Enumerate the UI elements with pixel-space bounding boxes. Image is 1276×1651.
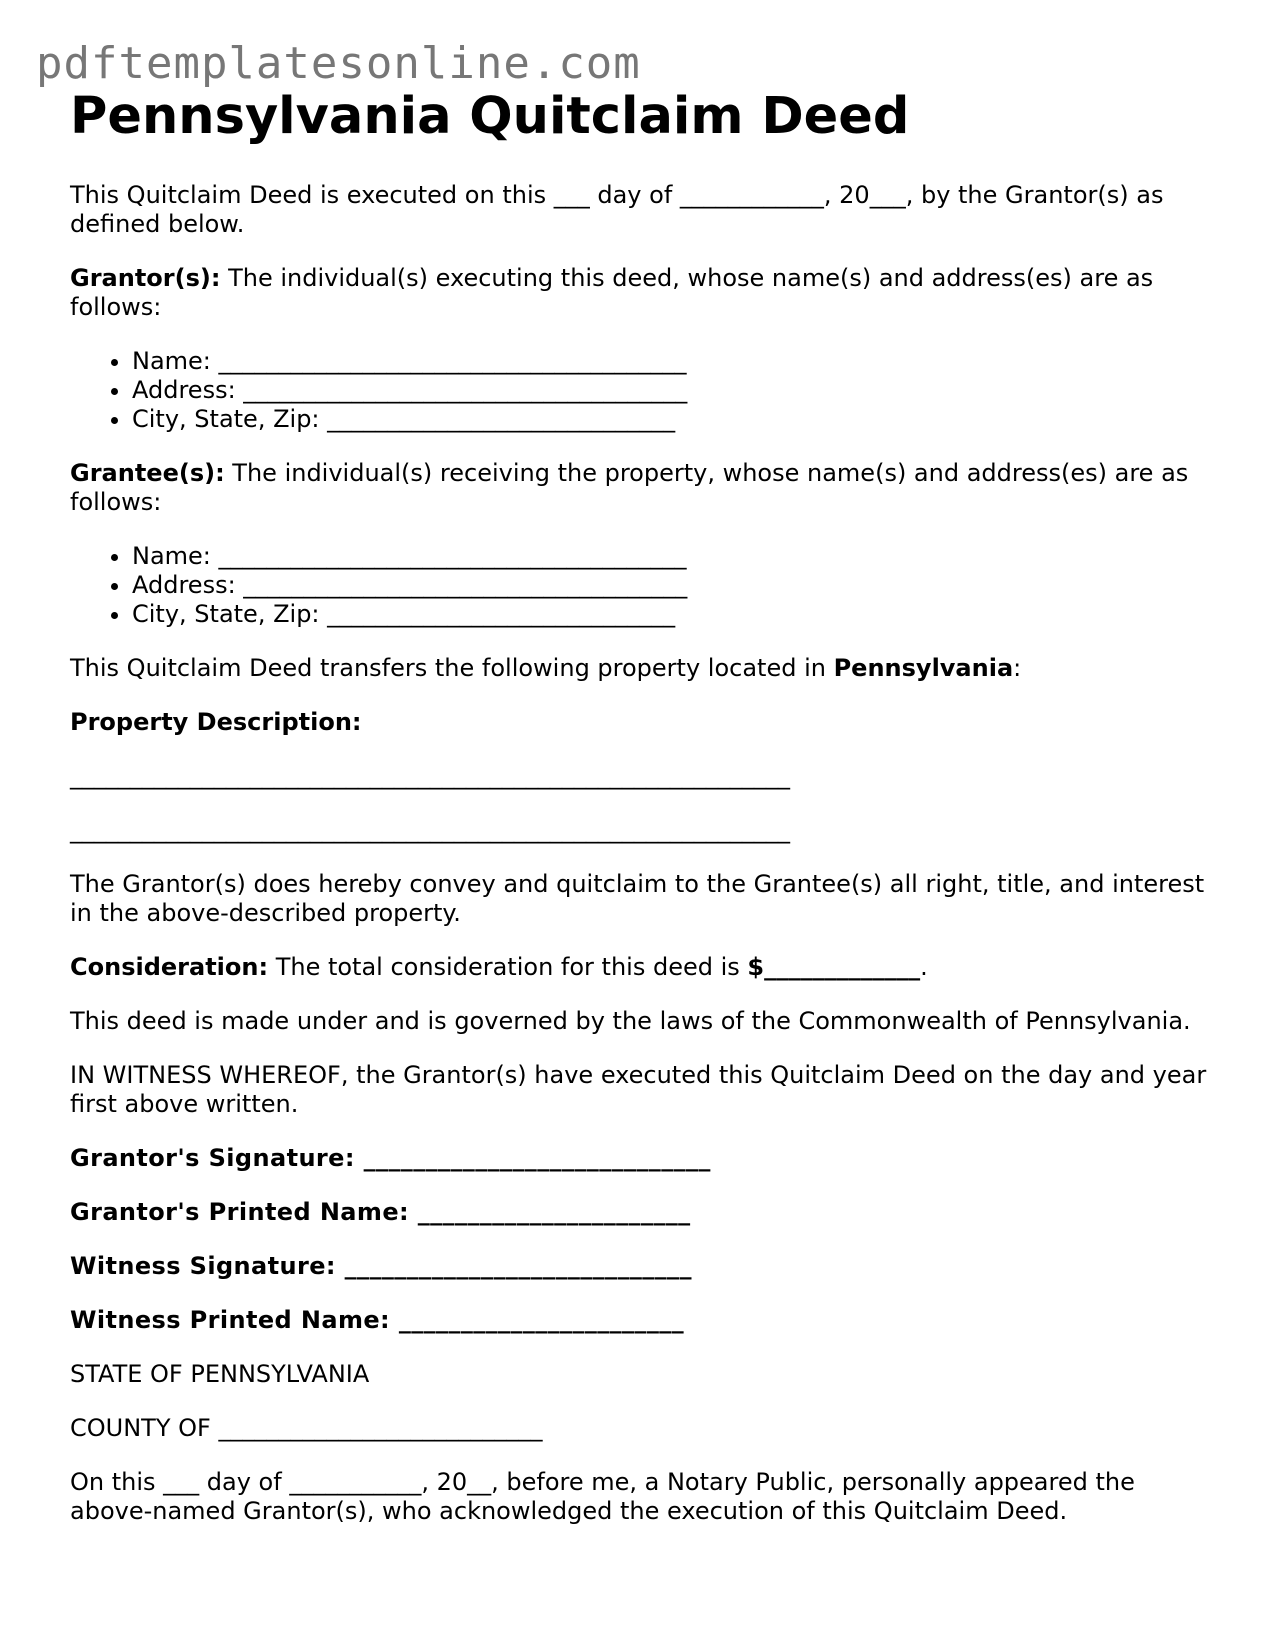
transfer-text: This Quitclaim Deed transfers the following property located in — [70, 654, 834, 683]
signature-block — [70, 1144, 1220, 1335]
document-page — [70, 86, 1220, 1551]
grantor-paragraph — [70, 264, 1220, 322]
grantor-label: Grantor(s): — [70, 264, 221, 293]
watermark: pdftemplatesonline.com — [36, 38, 641, 89]
witness-signature-line[interactable] — [70, 1252, 1220, 1281]
property-description-lines — [70, 762, 1220, 845]
witness-printed-name-label: Witness Printed Name: — [70, 1306, 391, 1335]
transfer-suffix: : — [1013, 654, 1022, 683]
witness-whereof-paragraph: IN WITNESS WHEREOF, the Grantor(s) have executed this Quitclaim Deed on the day and year first above written. — [70, 1061, 1207, 1119]
grantee-city-state-zip-field[interactable]: • City, State, Zip: _____________________________ — [132, 600, 1220, 629]
grantor-fields — [70, 347, 1220, 434]
grantor-printed-name-line[interactable] — [70, 1198, 1220, 1227]
page-title: Pennsylvania Quitclaim Deed — [70, 87, 910, 146]
grantor-printed-name-label: Grantor's Printed Name: — [70, 1198, 409, 1227]
consideration-paragraph — [70, 953, 1220, 982]
notary-county-field[interactable]: COUNTY OF ___________________________ — [70, 1414, 543, 1443]
grantor-city-state-zip-field[interactable]: • City, State, Zip: _____________________________ — [132, 405, 1220, 434]
consideration-text: The total consideration for this deed is — [268, 953, 748, 982]
notary-acknowledgment: On this ___ day of ___________, 20__, before me, a Notary Public, personally appeared the above-named Grantor(s), who acknowledged the execution of this Quitclaim Deed. — [70, 1468, 1135, 1526]
grantor-signature-label: Grantor's Signature: — [70, 1144, 355, 1173]
grantor-signature-line[interactable] — [70, 1144, 1220, 1173]
notary-state: STATE OF PENNSYLVANIA — [70, 1360, 370, 1389]
witness-signature-blank[interactable]: ____________________________ — [335, 1252, 692, 1281]
governing-law-paragraph: This deed is made under and is governed by the laws of the Commonwealth of Pennsylvania. — [70, 1007, 1191, 1036]
grantor-signature-blank[interactable]: ____________________________ — [354, 1144, 711, 1173]
convey-paragraph: The Grantor(s) does hereby convey and quitclaim to the Grantee(s) all right, title, and interest in the above-described property. — [70, 870, 1205, 928]
grantee-address-field[interactable]: • Address: _____________________________________ — [132, 571, 1220, 600]
grantee-paragraph — [70, 459, 1220, 517]
grantee-fields — [70, 542, 1220, 629]
grantee-text: The individual(s) receiving the property, whose name(s) and address(es) are as follows: — [70, 459, 1189, 517]
transfer-state: Pennsylvania — [833, 654, 1014, 683]
grantor-text: The individual(s) executing this deed, whose name(s) and address(es) are as follows: — [70, 264, 1154, 322]
consideration-label: Consideration: — [70, 953, 269, 982]
grantee-label: Grantee(s): — [70, 459, 225, 488]
consideration-suffix: . — [920, 953, 928, 982]
intro-paragraph: This Quitclaim Deed is executed on this ___ day of ____________, 20___, by the Grantor(s) as defined below. — [70, 181, 1164, 239]
grantor-name-field[interactable]: • Name: _______________________________________ — [132, 347, 1220, 376]
grantee-name-field[interactable]: • Name: _______________________________________ — [132, 542, 1220, 571]
property-description-line-2[interactable]: ____________________________________________________________ — [70, 816, 790, 845]
witness-printed-name-blank[interactable]: _______________________ — [390, 1306, 685, 1335]
property-description-label: Property Description: — [70, 708, 362, 737]
transfer-paragraph — [70, 654, 1220, 683]
property-description-line-1[interactable]: ____________________________________________________________ — [70, 762, 790, 791]
witness-signature-label: Witness Signature: — [70, 1252, 336, 1281]
grantor-printed-name-blank[interactable]: ______________________ — [409, 1198, 691, 1227]
witness-printed-name-line[interactable] — [70, 1306, 1220, 1335]
consideration-amount-field[interactable]: $_____________ — [747, 953, 921, 982]
grantor-address-field[interactable]: • Address: _____________________________________ — [132, 376, 1220, 405]
